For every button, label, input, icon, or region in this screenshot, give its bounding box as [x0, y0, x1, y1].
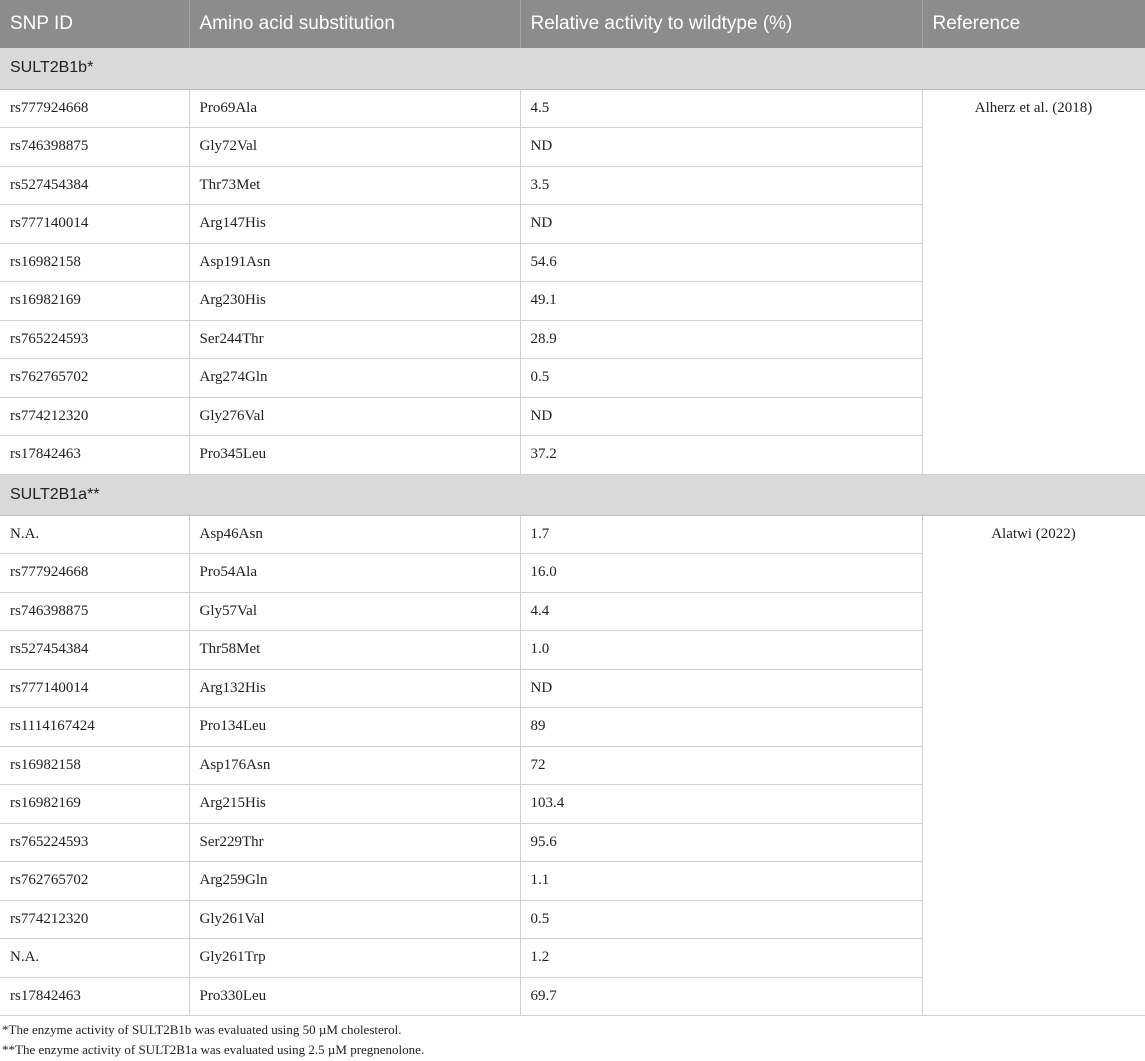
substitution-cell: Ser244Thr [189, 320, 520, 359]
activity-cell: 95.6 [520, 823, 922, 862]
table-header [0, 0, 1145, 48]
substitution-cell: Asp191Asn [189, 243, 520, 282]
activity-cell: 54.6 [520, 243, 922, 282]
group-row [0, 48, 1145, 89]
activity-cell: 103.4 [520, 785, 922, 824]
activity-cell: 3.5 [520, 166, 922, 205]
snp-id-cell: N.A. [0, 515, 189, 554]
substitution-cell: Gly276Val [189, 397, 520, 436]
footnote-sult2b1a: **The enzyme activity of SULT2B1a was evaluated using 2.5 µM pregnenolone. [2, 1042, 425, 1057]
activity-cell: 4.5 [520, 89, 922, 128]
table-row [0, 515, 1145, 554]
substitution-cell: Arg147His [189, 205, 520, 244]
snp-id-cell: rs16982169 [0, 282, 189, 321]
header-relative-activity: Relative activity to wildtype (%) [520, 0, 922, 48]
substitution-cell: Gly72Val [189, 128, 520, 167]
group-label: SULT2B1b* [0, 48, 1145, 89]
activity-cell: 28.9 [520, 320, 922, 359]
reference-cell: Alherz et al. (2018) [922, 89, 1145, 474]
activity-cell: 16.0 [520, 554, 922, 593]
table-body [0, 48, 1145, 1016]
snp-id-cell: rs17842463 [0, 977, 189, 1016]
snp-id-cell: rs527454384 [0, 166, 189, 205]
substitution-cell: Pro54Ala [189, 554, 520, 593]
activity-cell: ND [520, 128, 922, 167]
substitution-cell: Arg215His [189, 785, 520, 824]
activity-cell: 1.2 [520, 939, 922, 978]
snp-id-cell: rs765224593 [0, 823, 189, 862]
substitution-cell: Ser229Thr [189, 823, 520, 862]
activity-cell: ND [520, 205, 922, 244]
snp-id-cell: rs17842463 [0, 436, 189, 475]
substitution-cell: Pro69Ala [189, 89, 520, 128]
snp-id-cell: N.A. [0, 939, 189, 978]
substitution-cell: Arg132His [189, 669, 520, 708]
table-row [0, 89, 1145, 128]
activity-cell: 49.1 [520, 282, 922, 321]
activity-cell: ND [520, 669, 922, 708]
substitution-cell: Pro330Leu [189, 977, 520, 1016]
substitution-cell: Asp176Asn [189, 746, 520, 785]
snp-id-cell: rs777924668 [0, 554, 189, 593]
snp-id-cell: rs774212320 [0, 397, 189, 436]
header-amino-acid-substitution: Amino acid substitution [189, 0, 520, 48]
activity-cell: 4.4 [520, 592, 922, 631]
substitution-cell: Arg274Gln [189, 359, 520, 398]
substitution-cell: Arg259Gln [189, 862, 520, 901]
group-label: SULT2B1a** [0, 474, 1145, 515]
snp-id-cell: rs1114167424 [0, 708, 189, 747]
activity-cell: 1.7 [520, 515, 922, 554]
snp-id-cell: rs774212320 [0, 900, 189, 939]
snp-id-cell: rs16982158 [0, 746, 189, 785]
snp-id-cell: rs16982169 [0, 785, 189, 824]
snp-id-cell: rs16982158 [0, 243, 189, 282]
substitution-cell: Pro345Leu [189, 436, 520, 475]
substitution-cell: Arg230His [189, 282, 520, 321]
snp-id-cell: rs777924668 [0, 89, 189, 128]
activity-cell: 0.5 [520, 900, 922, 939]
activity-cell: 1.0 [520, 631, 922, 670]
snp-id-cell: rs746398875 [0, 592, 189, 631]
snp-id-cell: rs762765702 [0, 862, 189, 901]
footnotes [2, 1020, 424, 1060]
substitution-cell: Thr58Met [189, 631, 520, 670]
snp-id-cell: rs765224593 [0, 320, 189, 359]
activity-cell: 69.7 [520, 977, 922, 1016]
snp-id-cell: rs746398875 [0, 128, 189, 167]
substitution-cell: Gly261Val [189, 900, 520, 939]
activity-cell: 1.1 [520, 862, 922, 901]
activity-cell: 37.2 [520, 436, 922, 475]
activity-cell: ND [520, 397, 922, 436]
substitution-cell: Gly261Trp [189, 939, 520, 978]
snp-id-cell: rs777140014 [0, 669, 189, 708]
reference-cell: Alatwi (2022) [922, 515, 1145, 1016]
header-reference: Reference [922, 0, 1145, 48]
activity-cell: 72 [520, 746, 922, 785]
activity-cell: 89 [520, 708, 922, 747]
snp-id-cell: rs762765702 [0, 359, 189, 398]
substitution-cell: Asp46Asn [189, 515, 520, 554]
snp-id-cell: rs527454384 [0, 631, 189, 670]
snp-id-cell: rs777140014 [0, 205, 189, 244]
substitution-cell: Gly57Val [189, 592, 520, 631]
substitution-cell: Thr73Met [189, 166, 520, 205]
header-snp-id: SNP ID [0, 0, 189, 48]
group-row [0, 474, 1145, 515]
substitution-cell: Pro134Leu [189, 708, 520, 747]
footnote-sult2b1b: *The enzyme activity of SULT2B1b was evaluated using 50 µM cholesterol. [2, 1022, 402, 1037]
activity-cell: 0.5 [520, 359, 922, 398]
